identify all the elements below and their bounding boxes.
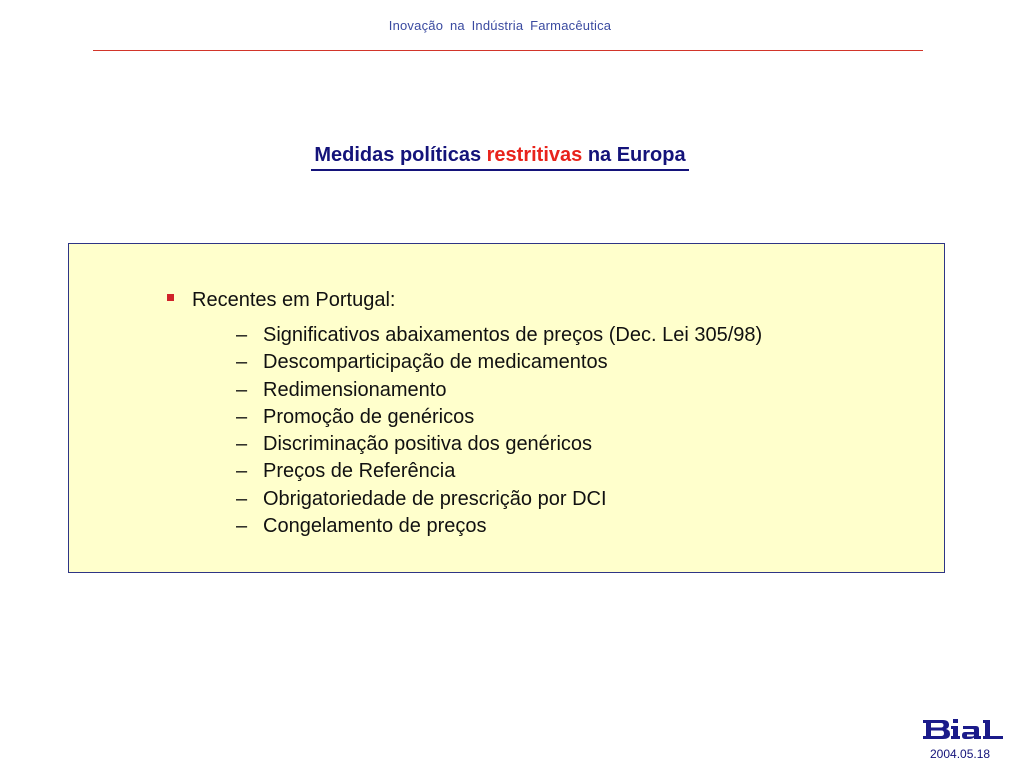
sub-bullet-item <box>236 323 762 350</box>
bial-logo <box>921 717 1005 741</box>
header-divider <box>93 50 923 51</box>
square-bullet-icon <box>167 294 174 301</box>
sub-bullet-item <box>236 378 762 405</box>
dash-icon: – <box>236 515 248 538</box>
bullet-main <box>167 288 395 312</box>
dash-icon: – <box>236 324 248 346</box>
content-box <box>68 243 945 573</box>
dash-icon: – <box>236 487 248 510</box>
sub-bullet-text: Significativos abaixamentos de preços (Dec. Lei 305/98) <box>263 324 763 346</box>
sub-bullet-item <box>236 514 762 541</box>
sub-bullet-text: Promoção de genéricos <box>263 405 475 428</box>
sub-bullet-text: Preços de Referência <box>263 460 456 483</box>
slide-title <box>0 143 1000 171</box>
dash-icon: – <box>236 405 248 428</box>
title-accent-word: restritivas <box>486 144 583 166</box>
slide-date: 2004.05.18 <box>930 747 991 761</box>
title-part-2: na Europa <box>582 144 686 166</box>
sub-bullet-text: Congelamento de preços <box>263 515 487 538</box>
sub-bullet-text: Descomparticipação de medicamentos <box>263 351 608 374</box>
dash-icon: – <box>236 351 248 374</box>
sub-bullet-item <box>236 432 762 459</box>
sub-bullet-item <box>236 459 762 486</box>
sub-bullet-text: Redimensionamento <box>263 378 447 401</box>
dash-icon: – <box>236 433 248 456</box>
sub-bullet-text: Obrigatoriedade de prescrição por DCI <box>263 487 607 510</box>
bullet-main-text: Recentes em Portugal: <box>192 289 396 311</box>
sub-bullet-list <box>236 323 762 541</box>
slide-header: Inovação na Indústria Farmacêutica <box>388 18 612 33</box>
sub-bullet-item <box>236 487 762 514</box>
sub-bullet-item <box>236 350 762 377</box>
sub-bullet-text: Discriminação positiva dos genéricos <box>263 433 593 456</box>
dash-icon: – <box>236 378 248 401</box>
sub-bullet-item <box>236 405 762 432</box>
title-part-1: Medidas políticas <box>314 144 487 166</box>
dash-icon: – <box>236 460 248 483</box>
slide-title-text <box>311 143 688 171</box>
